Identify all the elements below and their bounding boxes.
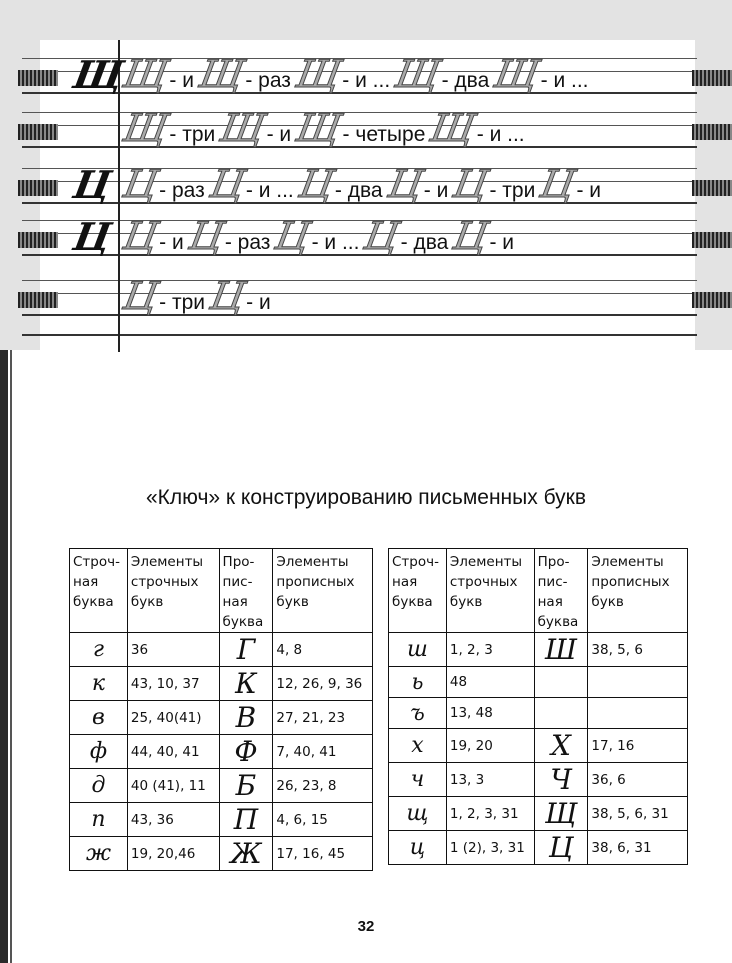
model-letter: Ц bbox=[70, 214, 113, 259]
header-lower-elements: Элементы строчных букв bbox=[446, 549, 534, 633]
traced-letter: Ц bbox=[206, 162, 246, 206]
uppercase-letter-cell: В bbox=[219, 701, 273, 735]
table-row bbox=[70, 701, 373, 735]
lowercase-elements-cell: 48 bbox=[446, 667, 534, 698]
table-row bbox=[70, 769, 373, 803]
lowercase-letter-cell: ъ bbox=[389, 698, 447, 729]
uppercase-letter-cell: Б bbox=[219, 769, 273, 803]
lowercase-letter-cell: щ bbox=[389, 797, 447, 831]
table-row bbox=[389, 667, 688, 698]
traced-letter: Щ bbox=[293, 106, 343, 150]
traced-letter: Ц bbox=[207, 274, 247, 318]
lowercase-elements-cell: 40 (41), 11 bbox=[127, 769, 219, 803]
table-header-row bbox=[389, 549, 688, 633]
lowercase-elements-cell: 1 (2), 3, 31 bbox=[446, 831, 534, 865]
page-title: «Ключ» к конструированию письменных букв bbox=[146, 486, 586, 509]
table-row bbox=[389, 633, 688, 667]
uppercase-elements-cell: 17, 16 bbox=[588, 729, 688, 763]
uppercase-elements-cell bbox=[588, 667, 688, 698]
count-word: - раз bbox=[159, 179, 205, 202]
scan-edge-mark bbox=[692, 70, 732, 86]
count-word: - и ... bbox=[540, 69, 589, 92]
uppercase-letter-cell: Г bbox=[219, 633, 273, 667]
header-upper: Про-пис-ная буква bbox=[219, 549, 273, 633]
scan-edge-mark bbox=[692, 292, 732, 308]
ruled-line bbox=[22, 334, 697, 336]
lowercase-letter-cell: ш bbox=[389, 633, 447, 667]
key-table-right bbox=[388, 548, 688, 865]
count-word: - четыре bbox=[342, 123, 426, 146]
count-word: - и ... bbox=[245, 179, 294, 202]
uppercase-elements-cell: 4, 6, 15 bbox=[273, 803, 373, 837]
uppercase-letter-cell: Щ bbox=[534, 797, 588, 831]
uppercase-letter-cell: Ч bbox=[534, 763, 588, 797]
scan-edge-mark bbox=[18, 292, 58, 308]
traced-letter: Щ bbox=[427, 106, 477, 150]
uppercase-elements-cell bbox=[588, 698, 688, 729]
count-word: - и ... bbox=[311, 231, 360, 254]
traced-letter: Щ bbox=[491, 52, 541, 96]
table-row bbox=[389, 729, 688, 763]
table-row bbox=[70, 837, 373, 871]
traced-letter: Ц bbox=[450, 162, 490, 206]
header-upper: Про-пис-ная буква bbox=[534, 549, 588, 633]
uppercase-letter-cell bbox=[534, 698, 588, 729]
uppercase-letter-cell: Ц bbox=[534, 831, 588, 865]
uppercase-letter-cell bbox=[534, 667, 588, 698]
uppercase-elements-cell: 17, 16, 45 bbox=[273, 837, 373, 871]
scan-edge-mark bbox=[18, 70, 58, 86]
table-row bbox=[389, 831, 688, 865]
lowercase-elements-cell: 43, 10, 37 bbox=[127, 667, 219, 701]
traced-letter: Щ bbox=[120, 52, 170, 96]
traced-letter: Ц bbox=[384, 162, 424, 206]
copybook-row bbox=[120, 214, 520, 258]
traced-letter: Щ bbox=[392, 52, 442, 96]
traced-letter: Ц bbox=[295, 162, 335, 206]
uppercase-letter-cell: Ф bbox=[219, 735, 273, 769]
header-lower: Строч-ная буква bbox=[70, 549, 128, 633]
header-upper-elements: Элементы прописных букв bbox=[273, 549, 373, 633]
lowercase-letter-cell: в bbox=[70, 701, 128, 735]
uppercase-elements-cell: 27, 21, 23 bbox=[273, 701, 373, 735]
uppercase-elements-cell: 38, 5, 6 bbox=[588, 633, 688, 667]
lowercase-letter-cell: ф bbox=[70, 735, 128, 769]
traced-letter: Щ bbox=[293, 52, 343, 96]
count-word: - и bbox=[246, 291, 271, 314]
traced-letter: Ц bbox=[361, 214, 401, 258]
traced-letter: Ц bbox=[537, 162, 577, 206]
traced-letter: Ц bbox=[120, 162, 160, 206]
table-row bbox=[389, 763, 688, 797]
count-word: - раз bbox=[245, 69, 291, 92]
key-table-left bbox=[69, 548, 373, 871]
lowercase-elements-cell: 19, 20 bbox=[446, 729, 534, 763]
header-upper-elements: Элементы прописных букв bbox=[588, 549, 688, 633]
count-word: - и bbox=[266, 123, 292, 146]
lowercase-letter-cell: ь bbox=[389, 667, 447, 698]
count-word: - и bbox=[159, 231, 184, 254]
traced-letter: Ц bbox=[120, 274, 160, 318]
traced-letter: Ц bbox=[120, 214, 160, 258]
lowercase-elements-cell: 13, 48 bbox=[446, 698, 534, 729]
uppercase-elements-cell: 4, 8 bbox=[273, 633, 373, 667]
scan-edge-mark bbox=[692, 232, 732, 248]
lowercase-elements-cell: 1, 2, 3 bbox=[446, 633, 534, 667]
table-row bbox=[70, 735, 373, 769]
table-row bbox=[70, 803, 373, 837]
uppercase-letter-cell: К bbox=[219, 667, 273, 701]
scan-edge-mark bbox=[18, 180, 58, 196]
lowercase-elements-cell: 44, 40, 41 bbox=[127, 735, 219, 769]
traced-letter: Щ bbox=[120, 106, 170, 150]
lowercase-elements-cell: 43, 36 bbox=[127, 803, 219, 837]
lowercase-letter-cell: х bbox=[389, 729, 447, 763]
traced-letter: Щ bbox=[217, 106, 267, 150]
table-row bbox=[70, 633, 373, 667]
lowercase-letter-cell: к bbox=[70, 667, 128, 701]
lowercase-letter-cell: п bbox=[70, 803, 128, 837]
count-word: - три bbox=[159, 291, 205, 314]
uppercase-elements-cell: 38, 5, 6, 31 bbox=[588, 797, 688, 831]
copybook-row bbox=[120, 52, 595, 96]
count-word: - и bbox=[169, 69, 194, 92]
copybook-row bbox=[120, 162, 607, 206]
table-row bbox=[389, 698, 688, 729]
lowercase-letter-cell: ж bbox=[70, 837, 128, 871]
uppercase-elements-cell: 12, 26, 9, 36 bbox=[273, 667, 373, 701]
lowercase-elements-cell: 36 bbox=[127, 633, 219, 667]
scan-edge-mark bbox=[18, 232, 58, 248]
uppercase-elements-cell: 38, 6, 31 bbox=[588, 831, 688, 865]
count-word: - два bbox=[441, 69, 490, 92]
count-word: - и bbox=[489, 231, 515, 254]
model-letter: Щ bbox=[70, 52, 126, 97]
table-header-row bbox=[70, 549, 373, 633]
count-word: - три bbox=[489, 179, 536, 202]
lowercase-letter-cell: ч bbox=[389, 763, 447, 797]
uppercase-elements-cell: 26, 23, 8 bbox=[273, 769, 373, 803]
count-word: - и ... bbox=[342, 69, 391, 92]
lowercase-elements-cell: 13, 3 bbox=[446, 763, 534, 797]
table-row bbox=[389, 797, 688, 831]
uppercase-letter-cell: Ш bbox=[534, 633, 588, 667]
count-word: - и bbox=[576, 179, 602, 202]
header-lower: Строч-ная буква bbox=[389, 549, 447, 633]
traced-letter: Ц bbox=[450, 214, 490, 258]
scan-edge-mark bbox=[692, 124, 732, 140]
lowercase-letter-cell: д bbox=[70, 769, 128, 803]
count-word: - два bbox=[334, 179, 383, 202]
traced-letter: Ц bbox=[185, 214, 225, 258]
table-row bbox=[70, 667, 373, 701]
lowercase-elements-cell: 25, 40(41) bbox=[127, 701, 219, 735]
copybook-row bbox=[120, 106, 531, 150]
count-word: - два bbox=[400, 231, 449, 254]
uppercase-elements-cell: 7, 40, 41 bbox=[273, 735, 373, 769]
model-letter: Ц bbox=[70, 162, 113, 207]
copybook-row bbox=[120, 274, 277, 318]
count-word: - раз bbox=[224, 231, 271, 254]
count-word: - и bbox=[423, 179, 449, 202]
count-word: - три bbox=[169, 123, 216, 146]
page-number: 32 bbox=[357, 918, 375, 935]
lowercase-elements-cell: 19, 20,46 bbox=[127, 837, 219, 871]
lowercase-elements-cell: 1, 2, 3, 31 bbox=[446, 797, 534, 831]
lowercase-letter-cell: ц bbox=[389, 831, 447, 865]
uppercase-letter-cell: П bbox=[219, 803, 273, 837]
lowercase-letter-cell: г bbox=[70, 633, 128, 667]
scan-edge-mark bbox=[18, 124, 58, 140]
uppercase-letter-cell: Ж bbox=[219, 837, 273, 871]
uppercase-letter-cell: Х bbox=[534, 729, 588, 763]
traced-letter: Щ bbox=[196, 52, 246, 96]
traced-letter: Ц bbox=[272, 214, 312, 258]
header-lower-elements: Элементы строчных букв bbox=[127, 549, 219, 633]
count-word: - и ... bbox=[476, 123, 525, 146]
uppercase-elements-cell: 36, 6 bbox=[588, 763, 688, 797]
scan-edge-mark bbox=[692, 180, 732, 196]
